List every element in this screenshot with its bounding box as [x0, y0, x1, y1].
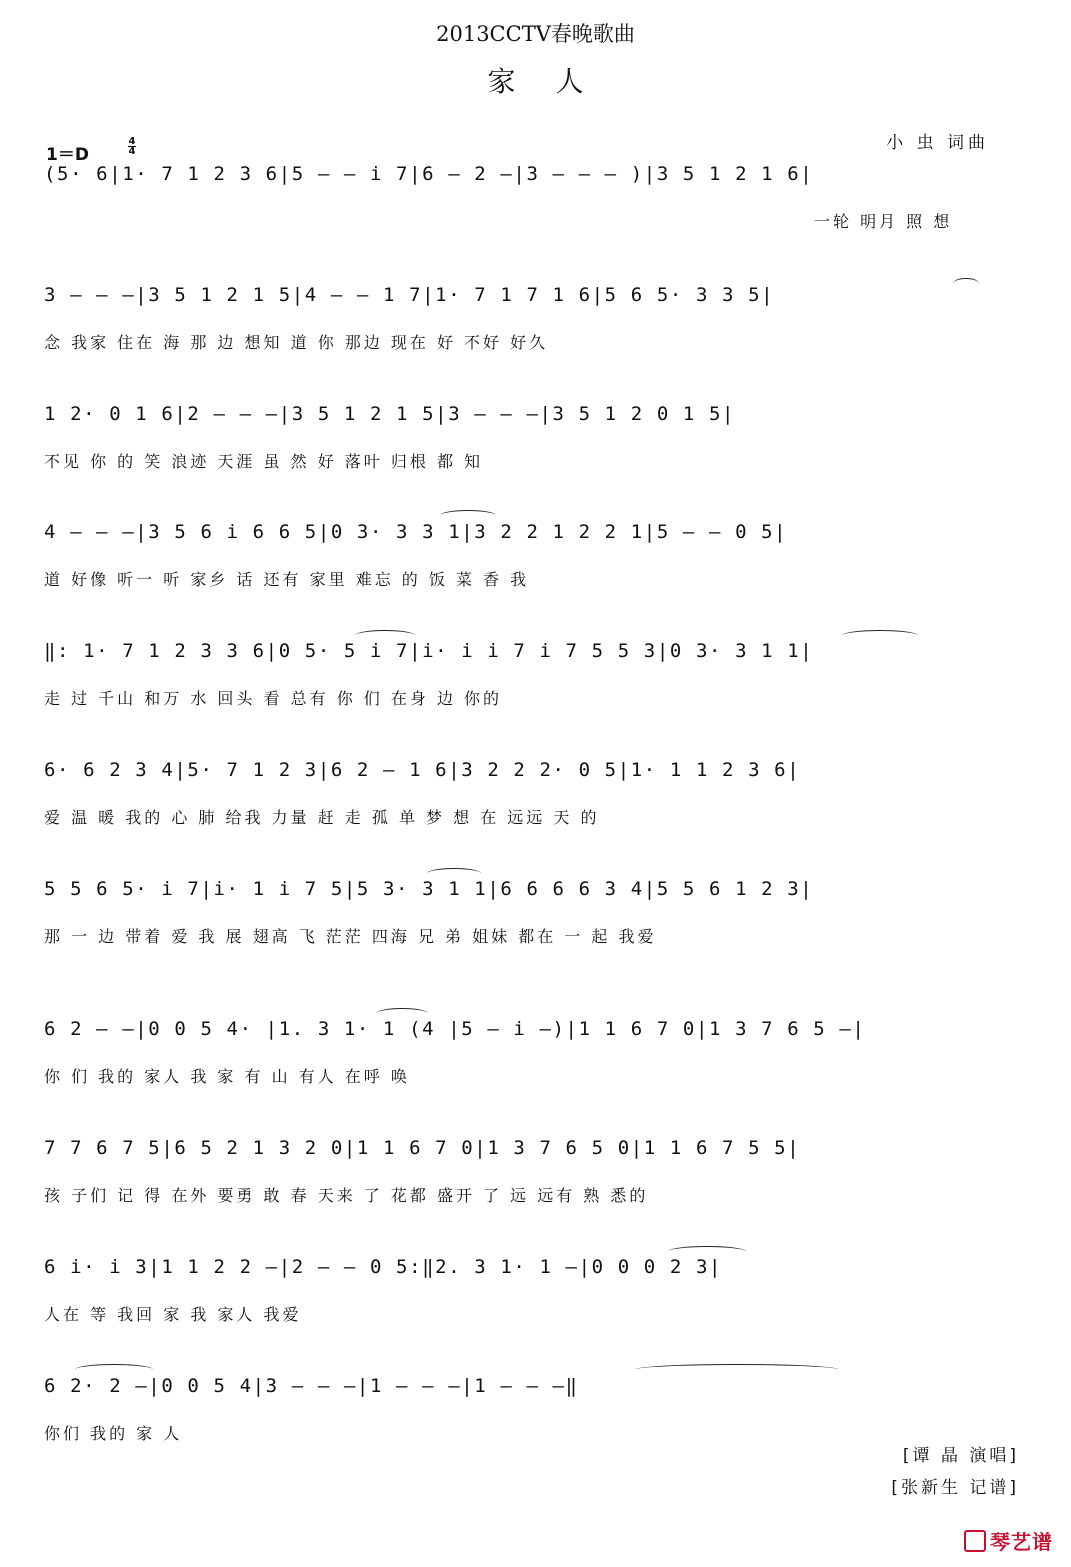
notation-line: 6 2 — —|0 0 5 4· |1. 3 1· 1 (4 |5 — i —)|1 1 6 7 0|1 3 7 6 5 —| [44, 1018, 866, 1040]
lyrics-line: 孩 子们 记 得 在外 要勇 敢 春 天来 了 花都 盛开 了 远 远有 熟 悉的 [44, 1186, 649, 1205]
time-signature [128, 137, 136, 156]
slur-mark [75, 1364, 153, 1375]
notation-line: 1 2· 0 1 6|2 — — —|3 5 1 2 1 5|3 — — —|3 5 1 2 0 1 5| [44, 403, 736, 425]
lyrics-line: 念 我家 住在 海 那 边 想知 道 你 那边 现在 好 不好 好久 [44, 333, 549, 352]
slur-mark [953, 278, 979, 289]
score-line-2 [44, 284, 1019, 404]
notation-line: 6· 6 2 3 4|5· 7 1 2 3|6 2 — 1 6|3 2 2 2· 0 5|1· 1 1 2 3 6| [44, 759, 801, 781]
time-signature-top: 4 [128, 136, 136, 147]
composer-credit: 小 虫 词曲 [886, 133, 989, 153]
notation-line: 6 2· 2 —|0 0 5 4|3 — — —|1 — — —|1 — — —‖ [44, 1375, 579, 1397]
lyrics-line: 一轮 明月 照 想 [814, 212, 953, 231]
score-line-10 [44, 1256, 1019, 1376]
key-signature: 1＝D [46, 145, 89, 165]
score-line-7 [44, 878, 1019, 998]
slur-mark [440, 510, 496, 521]
score-line-9 [44, 1137, 1019, 1257]
notation-line: ‖: 1· 7 1 2 3 3 6|0 5· 5 i 7|i· i i 7 i 7 5 5 3|0 3· 3 1 1| [44, 640, 814, 662]
song-title: 家人 [487, 65, 624, 98]
lyrics-line: 不见 你 的 笑 浪迹 天涯 虽 然 好 落叶 归根 都 知 [44, 452, 484, 471]
notation-line: 4 — — —|3 5 6 i 6 6 5|0 3· 3 3 1|3 2 2 1 2 2 1|5 — — 0 5| [44, 521, 788, 543]
lyrics-line: 道 好像 听一 听 家乡 话 还有 家里 难忘 的 饭 菜 香 我 [44, 570, 530, 589]
logo-text: 琴艺谱 [990, 1530, 1053, 1554]
slur-mark [842, 630, 918, 641]
slur-mark [668, 1246, 746, 1257]
score-line-5 [44, 640, 1019, 760]
slur-mark [427, 868, 481, 879]
lyrics-line: 爱 温 暖 我的 心 肺 给我 力量 赶 走 孤 单 梦 想 在 远远 天 的 [44, 808, 600, 827]
time-signature-bottom: 4 [128, 146, 136, 157]
score-line-1 [44, 163, 1019, 283]
lyrics-line: 那 一 边 带着 爱 我 展 翅高 飞 茫茫 四海 兄 弟 姐妹 都在 一 起 我爱 [44, 927, 657, 946]
notation-line: (5· 6|1· 7 1 2 3 6|5 — — i 7|6 — 2 —|3 — — — )|3 5 1 2 1 6| [44, 163, 814, 185]
notation-line: 7 7 6 7 5|6 5 2 1 3 2 0|1 1 6 7 0|1 3 7 6 5 0|1 1 6 7 5 5| [44, 1137, 801, 1159]
score-line-11 [44, 1375, 1019, 1495]
score-line-3 [44, 403, 1019, 523]
slur-mark [376, 1008, 428, 1019]
notation-line: 3 — — —|3 5 1 2 1 5|4 — — 1 7|1· 7 1 7 1 6|5 6 5· 3 3 5| [44, 284, 775, 306]
notation-line: 6 i· i 3|1 1 2 2 —|2 — — 0 5:‖2. 3 1· 1 —|0 0 0 2 3| [44, 1256, 723, 1278]
score-line-4 [44, 521, 1019, 641]
lyrics-line: 人在 等 我回 家 我 家人 我爱 [44, 1305, 302, 1324]
slur-mark [355, 630, 415, 641]
slur-mark [636, 1364, 838, 1375]
transcriber-credit: [张新生 记谱] [891, 1478, 1019, 1498]
lyrics-line: 你 们 我的 家人 我 家 有 山 有人 在呼 唤 [44, 1067, 410, 1086]
notation-line: 5 5 6 5· i 7|i· 1 i 7 5|5 3· 3 1 1|6 6 6 6 3 4|5 5 6 1 2 3| [44, 878, 814, 900]
lyrics-line: 走 过 千山 和万 水 回头 看 总有 你 们 在身 边 你的 [44, 689, 503, 708]
logo-icon [964, 1530, 986, 1552]
score-line-6 [44, 759, 1019, 879]
site-logo [964, 1526, 1053, 1555]
lyrics-line: 你们 我的 家 人 [44, 1424, 183, 1443]
song-subtitle: 2013CCTV春晚歌曲 [436, 22, 635, 46]
score-line-8 [44, 1018, 1019, 1138]
singer-credit: [谭 晶 演唱] [902, 1446, 1019, 1466]
